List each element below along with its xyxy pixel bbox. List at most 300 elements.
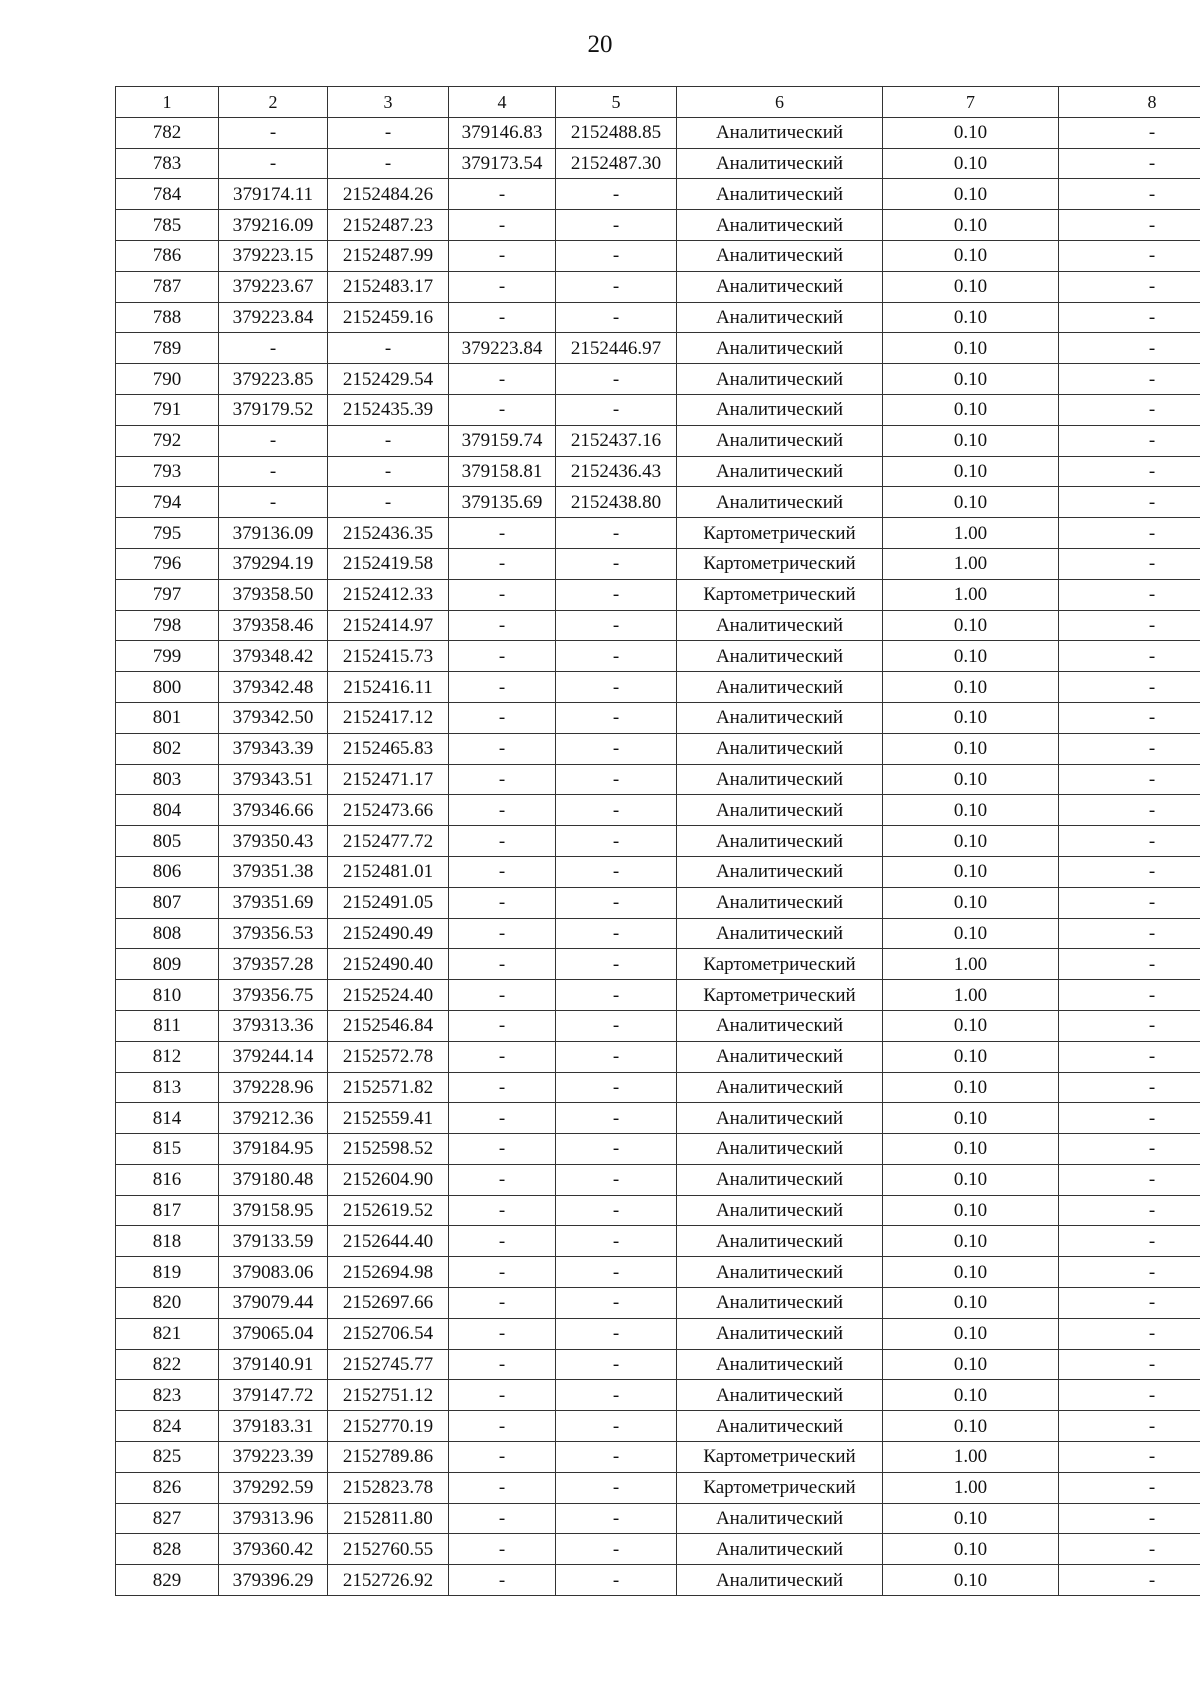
table-cell: 379343.51: [219, 764, 328, 795]
table-cell: -: [556, 1288, 677, 1319]
table-cell: 379083.06: [219, 1257, 328, 1288]
table-row: [116, 1103, 1200, 1134]
table-header: [116, 87, 1200, 118]
table-cell: 2152745.77: [328, 1349, 449, 1380]
table-cell: 813: [116, 1072, 219, 1103]
table-cell: -: [556, 240, 677, 271]
table-cell: -: [219, 117, 328, 148]
table-cell: -: [1059, 240, 1200, 271]
table-cell: Аналитический: [677, 672, 883, 703]
table-cell: -: [1059, 179, 1200, 210]
table-cell: 0.10: [883, 1195, 1059, 1226]
table-row: [116, 1041, 1200, 1072]
table-cell: -: [556, 179, 677, 210]
table-cell: Аналитический: [677, 425, 883, 456]
table-cell: 379244.14: [219, 1041, 328, 1072]
table-cell: -: [1059, 826, 1200, 857]
table-cell: 822: [116, 1349, 219, 1380]
table-cell: -: [1059, 1226, 1200, 1257]
table-cell: 827: [116, 1503, 219, 1534]
table-cell: 2152487.23: [328, 210, 449, 241]
table-cell: 0.10: [883, 1134, 1059, 1165]
table-cell: -: [1059, 425, 1200, 456]
table-cell: 2152490.40: [328, 949, 449, 980]
table-cell: -: [1059, 1288, 1200, 1319]
table-cell: 804: [116, 795, 219, 826]
table-cell: 782: [116, 117, 219, 148]
table-cell: -: [1059, 148, 1200, 179]
table-cell: -: [449, 240, 556, 271]
table-cell: -: [449, 733, 556, 764]
table-cell: 801: [116, 702, 219, 733]
table-cell: 2152694.98: [328, 1257, 449, 1288]
table-cell: 800: [116, 672, 219, 703]
table-cell: 2152726.92: [328, 1565, 449, 1596]
table-cell: Аналитический: [677, 1195, 883, 1226]
table-cell: Аналитический: [677, 887, 883, 918]
table-cell: -: [556, 1164, 677, 1195]
table-cell: -: [556, 579, 677, 610]
table-cell: -: [449, 1103, 556, 1134]
table-cell: 805: [116, 826, 219, 857]
table-cell: Аналитический: [677, 394, 883, 425]
table-cell: -: [1059, 1134, 1200, 1165]
table-cell: -: [556, 1041, 677, 1072]
table-cell: 2152417.12: [328, 702, 449, 733]
table-cell: -: [1059, 1411, 1200, 1442]
table-cell: 797: [116, 579, 219, 610]
table-cell: 0.10: [883, 1103, 1059, 1134]
table-cell: Аналитический: [677, 1288, 883, 1319]
table-cell: 379135.69: [449, 487, 556, 518]
table-row: [116, 980, 1200, 1011]
table-cell: Аналитический: [677, 1380, 883, 1411]
table-cell: -: [1059, 548, 1200, 579]
table-cell: Аналитический: [677, 1010, 883, 1041]
header-cell: 3: [328, 87, 449, 118]
table-cell: 2152751.12: [328, 1380, 449, 1411]
table-cell: -: [1059, 1442, 1200, 1473]
table-cell: 379146.83: [449, 117, 556, 148]
table-cell: Аналитический: [677, 179, 883, 210]
table-cell: -: [328, 425, 449, 456]
table-cell: 0.10: [883, 117, 1059, 148]
table-row: [116, 1072, 1200, 1103]
table-cell: 1.00: [883, 1442, 1059, 1473]
table-cell: 379350.43: [219, 826, 328, 857]
table-row: [116, 456, 1200, 487]
table-row: [116, 826, 1200, 857]
table-cell: Аналитический: [677, 1041, 883, 1072]
table-cell: 828: [116, 1534, 219, 1565]
table-cell: 2152823.78: [328, 1472, 449, 1503]
table-row: [116, 1534, 1200, 1565]
table-cell: 2152483.17: [328, 271, 449, 302]
table-cell: 379158.95: [219, 1195, 328, 1226]
table-cell: 2152604.90: [328, 1164, 449, 1195]
table-cell: -: [449, 518, 556, 549]
table-cell: -: [556, 1257, 677, 1288]
table-cell: Аналитический: [677, 1164, 883, 1195]
table-cell: 1.00: [883, 980, 1059, 1011]
table-cell: -: [449, 1318, 556, 1349]
table-cell: -: [1059, 641, 1200, 672]
coordinates-table: [115, 86, 1200, 1596]
table-row: [116, 672, 1200, 703]
table-cell: Аналитический: [677, 148, 883, 179]
table-cell: 1.00: [883, 548, 1059, 579]
table-cell: -: [556, 1349, 677, 1380]
table-cell: -: [1059, 764, 1200, 795]
table-cell: Аналитический: [677, 1565, 883, 1596]
table-cell: Аналитический: [677, 1349, 883, 1380]
table-cell: 2152760.55: [328, 1534, 449, 1565]
table-cell: -: [449, 1041, 556, 1072]
table-cell: 2152437.16: [556, 425, 677, 456]
table-cell: -: [1059, 1534, 1200, 1565]
table-cell: -: [556, 302, 677, 333]
table-cell: -: [556, 795, 677, 826]
table-cell: -: [219, 148, 328, 179]
table-row: [116, 179, 1200, 210]
table-cell: Аналитический: [677, 1411, 883, 1442]
table-cell: 0.10: [883, 641, 1059, 672]
table-cell: -: [449, 579, 556, 610]
table-cell: -: [449, 672, 556, 703]
table-cell: Аналитический: [677, 702, 883, 733]
table-cell: 2152438.80: [556, 487, 677, 518]
table-cell: Аналитический: [677, 271, 883, 302]
table-cell: -: [1059, 672, 1200, 703]
table-cell: Аналитический: [677, 918, 883, 949]
table-cell: -: [1059, 887, 1200, 918]
table-cell: 799: [116, 641, 219, 672]
table-cell: 821: [116, 1318, 219, 1349]
table-cell: 0.10: [883, 333, 1059, 364]
table-cell: -: [556, 1472, 677, 1503]
table-cell: 0.10: [883, 456, 1059, 487]
header-cell: 1: [116, 87, 219, 118]
table-cell: -: [449, 795, 556, 826]
table-row: [116, 148, 1200, 179]
table-row: [116, 271, 1200, 302]
table-cell: 2152546.84: [328, 1010, 449, 1041]
table-cell: Картометрический: [677, 579, 883, 610]
table-cell: 1.00: [883, 518, 1059, 549]
table-cell: -: [556, 394, 677, 425]
table-cell: 810: [116, 980, 219, 1011]
table-cell: 784: [116, 179, 219, 210]
table-cell: 826: [116, 1472, 219, 1503]
table-cell: 379356.53: [219, 918, 328, 949]
table-cell: 379180.48: [219, 1164, 328, 1195]
table-row: [116, 1164, 1200, 1195]
header-cell: 7: [883, 87, 1059, 118]
table-cell: 0.10: [883, 1534, 1059, 1565]
table-cell: 0.10: [883, 1411, 1059, 1442]
table-row: [116, 641, 1200, 672]
table-cell: Аналитический: [677, 456, 883, 487]
table-cell: -: [449, 641, 556, 672]
table-cell: -: [1059, 487, 1200, 518]
table-cell: -: [556, 1534, 677, 1565]
table-cell: -: [449, 1164, 556, 1195]
table-cell: 2152789.86: [328, 1442, 449, 1473]
table-cell: 0.10: [883, 1349, 1059, 1380]
table-cell: 809: [116, 949, 219, 980]
table-cell: 379360.42: [219, 1534, 328, 1565]
table-cell: 0.10: [883, 394, 1059, 425]
table-row: [116, 1349, 1200, 1380]
table-cell: 2152435.39: [328, 394, 449, 425]
table-cell: 818: [116, 1226, 219, 1257]
table-cell: 2152487.99: [328, 240, 449, 271]
table-cell: Картометрический: [677, 548, 883, 579]
table-cell: 2152414.97: [328, 610, 449, 641]
table-cell: Аналитический: [677, 764, 883, 795]
table-cell: 379228.96: [219, 1072, 328, 1103]
table-row: [116, 425, 1200, 456]
table-cell: 379133.59: [219, 1226, 328, 1257]
header-cell: 6: [677, 87, 883, 118]
table-row: [116, 210, 1200, 241]
table-cell: 379356.75: [219, 980, 328, 1011]
table-cell: -: [1059, 980, 1200, 1011]
table-cell: Аналитический: [677, 1134, 883, 1165]
table-cell: -: [1059, 302, 1200, 333]
table-cell: -: [449, 1349, 556, 1380]
table-cell: 2152572.78: [328, 1041, 449, 1072]
table-cell: 0.10: [883, 364, 1059, 395]
table-cell: 379159.74: [449, 425, 556, 456]
table-cell: -: [219, 333, 328, 364]
table-cell: -: [449, 1503, 556, 1534]
table-cell: -: [1059, 1164, 1200, 1195]
table-cell: 2152490.49: [328, 918, 449, 949]
table-cell: 798: [116, 610, 219, 641]
table-cell: -: [449, 1411, 556, 1442]
table-cell: -: [449, 949, 556, 980]
table-cell: -: [556, 1134, 677, 1165]
table-cell: -: [449, 887, 556, 918]
table-body: [116, 117, 1200, 1595]
table-cell: 379342.48: [219, 672, 328, 703]
table-cell: 0.10: [883, 302, 1059, 333]
table-cell: 379351.38: [219, 856, 328, 887]
table-cell: 790: [116, 364, 219, 395]
table-cell: -: [556, 548, 677, 579]
table-cell: 2152481.01: [328, 856, 449, 887]
table-cell: 0.10: [883, 1257, 1059, 1288]
table-cell: 815: [116, 1134, 219, 1165]
table-cell: -: [1059, 1380, 1200, 1411]
table-cell: 814: [116, 1103, 219, 1134]
table-cell: 379357.28: [219, 949, 328, 980]
table-row: [116, 1411, 1200, 1442]
table-cell: 0.10: [883, 179, 1059, 210]
table-cell: Картометрический: [677, 980, 883, 1011]
table-cell: 0.10: [883, 1010, 1059, 1041]
table-cell: 1.00: [883, 579, 1059, 610]
table-cell: 379179.52: [219, 394, 328, 425]
table-cell: -: [556, 980, 677, 1011]
table-row: [116, 548, 1200, 579]
table-cell: -: [556, 1226, 677, 1257]
header-row: [116, 87, 1200, 118]
table-cell: 2152419.58: [328, 548, 449, 579]
table-cell: 379358.46: [219, 610, 328, 641]
table-cell: -: [1059, 271, 1200, 302]
table-row: [116, 1288, 1200, 1319]
table-cell: -: [449, 1257, 556, 1288]
table-cell: -: [219, 425, 328, 456]
table-cell: 2152412.33: [328, 579, 449, 610]
table-cell: 0.10: [883, 887, 1059, 918]
table-cell: -: [556, 918, 677, 949]
table-cell: 796: [116, 548, 219, 579]
table-cell: -: [1059, 394, 1200, 425]
table-cell: -: [449, 1072, 556, 1103]
table-cell: 806: [116, 856, 219, 887]
table-cell: Аналитический: [677, 240, 883, 271]
table-cell: 379173.54: [449, 148, 556, 179]
table-cell: Картометрический: [677, 1442, 883, 1473]
table-cell: -: [556, 1380, 677, 1411]
table-cell: 2152559.41: [328, 1103, 449, 1134]
table-cell: Аналитический: [677, 1257, 883, 1288]
table-cell: Аналитический: [677, 795, 883, 826]
table-cell: Аналитический: [677, 1072, 883, 1103]
table-cell: 791: [116, 394, 219, 425]
table-cell: 808: [116, 918, 219, 949]
table-cell: 817: [116, 1195, 219, 1226]
table-cell: -: [219, 487, 328, 518]
table-cell: -: [556, 364, 677, 395]
table-cell: 0.10: [883, 1318, 1059, 1349]
table-row: [116, 1380, 1200, 1411]
table-row: [116, 702, 1200, 733]
table-cell: Картометрический: [677, 1472, 883, 1503]
table-cell: 379343.39: [219, 733, 328, 764]
table-cell: 2152465.83: [328, 733, 449, 764]
table-cell: 823: [116, 1380, 219, 1411]
table-cell: 0.10: [883, 487, 1059, 518]
table-cell: 2152473.66: [328, 795, 449, 826]
table-cell: 2152484.26: [328, 179, 449, 210]
table-cell: 0.10: [883, 1288, 1059, 1319]
table-cell: -: [449, 271, 556, 302]
table-row: [116, 1134, 1200, 1165]
table-cell: -: [556, 1072, 677, 1103]
table-cell: -: [1059, 1318, 1200, 1349]
table-cell: -: [556, 764, 677, 795]
table-cell: -: [556, 1442, 677, 1473]
table-cell: 2152436.35: [328, 518, 449, 549]
table-cell: -: [328, 487, 449, 518]
table-cell: 0.10: [883, 1041, 1059, 1072]
table-cell: 379158.81: [449, 456, 556, 487]
table-row: [116, 117, 1200, 148]
table-cell: -: [556, 1195, 677, 1226]
table-cell: 2152811.80: [328, 1503, 449, 1534]
table-cell: -: [449, 764, 556, 795]
table-cell: -: [1059, 518, 1200, 549]
table-cell: 820: [116, 1288, 219, 1319]
table-cell: 802: [116, 733, 219, 764]
table-cell: Картометрический: [677, 949, 883, 980]
table-cell: Аналитический: [677, 1534, 883, 1565]
table-cell: -: [556, 210, 677, 241]
table-cell: -: [556, 1010, 677, 1041]
table-row: [116, 364, 1200, 395]
table-cell: -: [449, 826, 556, 857]
table-cell: 379342.50: [219, 702, 328, 733]
table-cell: -: [556, 518, 677, 549]
table-cell: -: [449, 364, 556, 395]
table-cell: 0.10: [883, 918, 1059, 949]
table-row: [116, 887, 1200, 918]
table-cell: 0.10: [883, 1565, 1059, 1596]
table-cell: -: [1059, 1010, 1200, 1041]
table-cell: -: [1059, 579, 1200, 610]
table-cell: 379174.11: [219, 179, 328, 210]
table-row: [116, 1565, 1200, 1596]
table-cell: 2152488.85: [556, 117, 677, 148]
table-cell: -: [449, 856, 556, 887]
table-cell: -: [328, 456, 449, 487]
table-cell: -: [328, 148, 449, 179]
table-cell: -: [449, 1472, 556, 1503]
table-cell: 379346.66: [219, 795, 328, 826]
table-cell: 0.10: [883, 425, 1059, 456]
table-cell: -: [449, 1288, 556, 1319]
table-cell: -: [556, 1503, 677, 1534]
table-row: [116, 518, 1200, 549]
table-cell: 2152491.05: [328, 887, 449, 918]
table-cell: -: [556, 733, 677, 764]
table-cell: 789: [116, 333, 219, 364]
table-cell: 2152524.40: [328, 980, 449, 1011]
table-cell: 0.10: [883, 702, 1059, 733]
table-cell: -: [449, 1195, 556, 1226]
table-cell: -: [449, 1442, 556, 1473]
table-cell: 1.00: [883, 949, 1059, 980]
table-cell: -: [556, 641, 677, 672]
table-cell: 0.10: [883, 672, 1059, 703]
table-cell: Аналитический: [677, 302, 883, 333]
table-cell: -: [1059, 1195, 1200, 1226]
table-cell: 379147.72: [219, 1380, 328, 1411]
table-cell: 807: [116, 887, 219, 918]
table-row: [116, 1010, 1200, 1041]
table-row: [116, 487, 1200, 518]
table-cell: 0.10: [883, 240, 1059, 271]
table-cell: -: [328, 117, 449, 148]
table-cell: 2152697.66: [328, 1288, 449, 1319]
table-cell: -: [1059, 364, 1200, 395]
table-cell: -: [449, 980, 556, 1011]
table-cell: 379065.04: [219, 1318, 328, 1349]
table-row: [116, 1503, 1200, 1534]
table-cell: -: [449, 610, 556, 641]
table-cell: -: [1059, 117, 1200, 148]
table-cell: -: [1059, 1041, 1200, 1072]
table-cell: Аналитический: [677, 487, 883, 518]
table-cell: -: [1059, 210, 1200, 241]
table-row: [116, 949, 1200, 980]
table-cell: Аналитический: [677, 117, 883, 148]
table-cell: -: [556, 1318, 677, 1349]
